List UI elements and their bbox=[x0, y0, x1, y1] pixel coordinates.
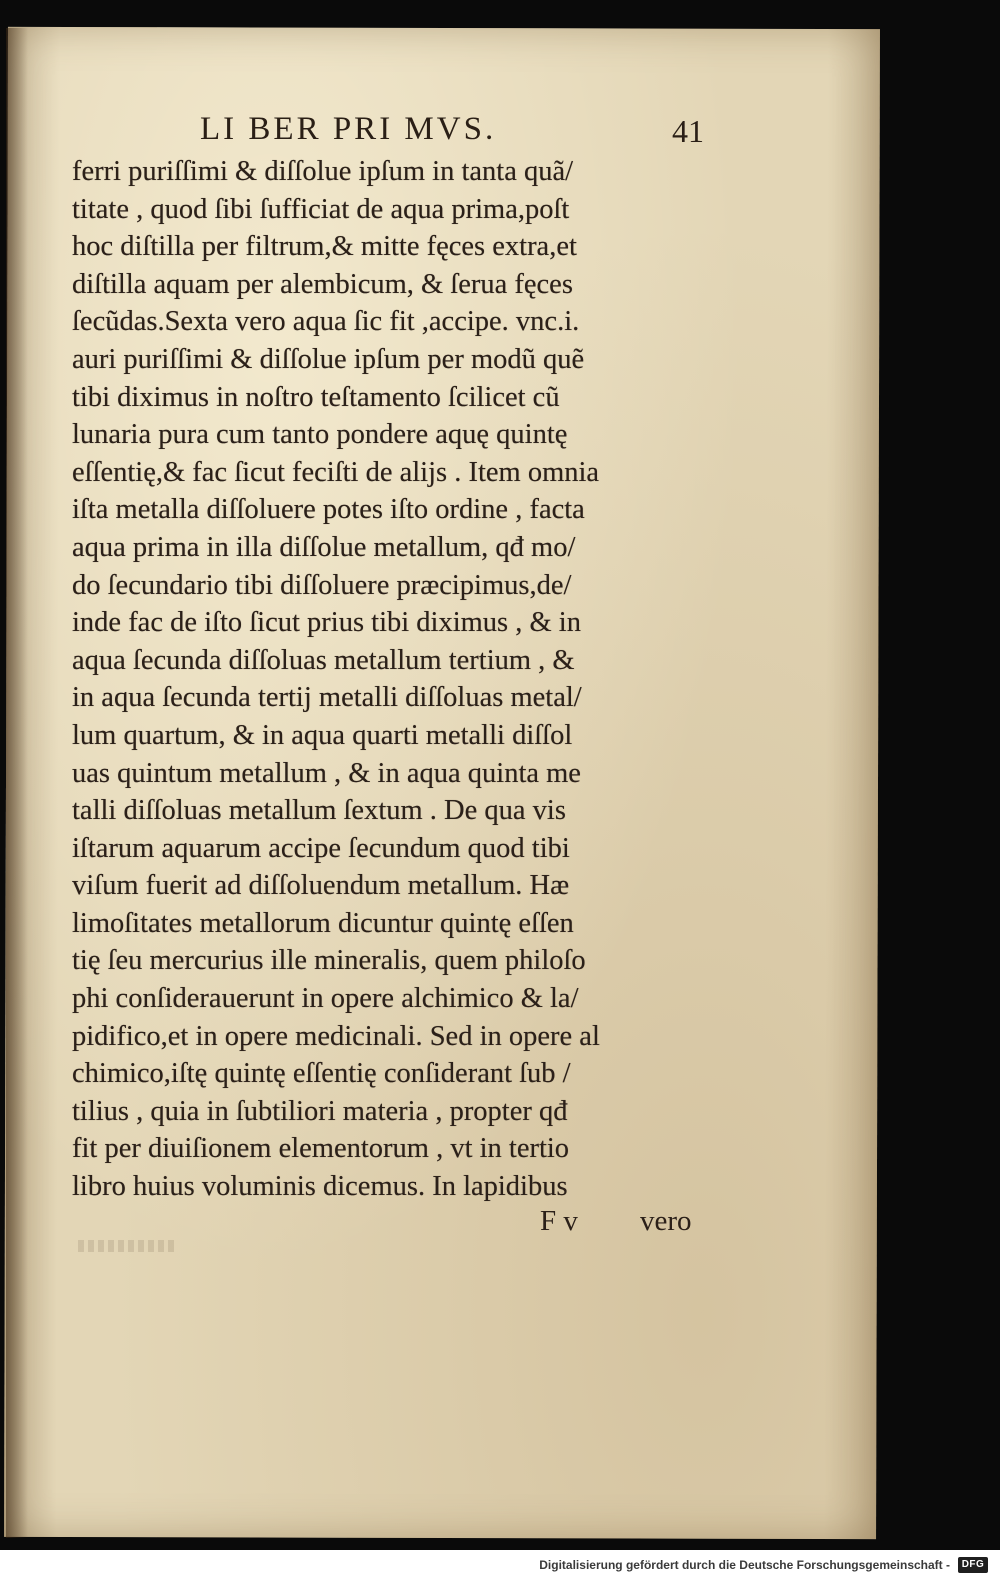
funding-credit: Digitalisierung gefördert durch die Deutsche Forschungsgemeinschaft - bbox=[539, 1558, 950, 1572]
text-line: hoc diſtilla per filtrum,& mitte fęces extra,et bbox=[72, 231, 577, 263]
text-line: iſtarum aquarum accipe ſecundum quod tibi bbox=[72, 832, 570, 864]
text-line: aqua ſecunda diſſoluas metallum tertium , & bbox=[72, 644, 575, 676]
text-line: iſta metalla diſſoluere potes iſto ordine , facta bbox=[72, 494, 585, 526]
text-line: tilius , quia in ſubtiliori materia , propter qđ bbox=[72, 1095, 568, 1127]
text-line: lum quartum, & in aqua quarti metalli diſſol bbox=[72, 719, 573, 751]
text-line: titate , quod ſibi ſufficiat de aqua prima,poſt bbox=[72, 193, 570, 225]
dfg-logo: DFG bbox=[958, 1557, 988, 1573]
text-line: in aqua ſecunda tertij metalli diſſoluas metal/ bbox=[72, 682, 582, 714]
text-line: ferri puriſſimi & diſſolue ipſum in tanta quã/ bbox=[72, 156, 574, 187]
text-line: phi conſiderauerunt in opere alchimico & la/ bbox=[72, 983, 579, 1015]
text-line: pidifico,et in opere medicinali. Sed in opere al bbox=[72, 1020, 600, 1052]
ink-bleed-mark bbox=[78, 1240, 178, 1252]
text-line: aqua prima in illa diſſolue metallum, qđ mo/ bbox=[72, 531, 576, 563]
gutter-shadow bbox=[6, 28, 28, 1538]
catchword: vero bbox=[640, 1205, 692, 1237]
text-line: tibi diximus in noſtro teſtamento ſcilicet cũ bbox=[72, 381, 560, 413]
text-line: ſecũdas.Sexta vero aqua ſic fit ,accipe. vnc.i. bbox=[72, 306, 580, 338]
text-line: chimico,iſtę quintę eſſentię conſiderant ſub / bbox=[72, 1058, 571, 1090]
text-line: eſſentię,& fac ſicut feciſti de alijs . Item omnia bbox=[72, 456, 600, 488]
text-line: do ſecundario tibi diſſoluere præcipimus,de/ bbox=[72, 569, 572, 601]
text-line: tię ſeu mercurius ille mineralis, quem philoſo bbox=[72, 945, 586, 977]
page-footer bbox=[0, 1205, 720, 1245]
text-line: lunaria pura cum tanto pondere aquę quintę bbox=[72, 419, 568, 451]
page-number: 41 bbox=[672, 113, 704, 149]
text-line: fit per diuiſionem elementorum , vt in tertio bbox=[72, 1133, 570, 1165]
text-line: libro huius voluminis dicemus. In lapidibus bbox=[72, 1171, 568, 1203]
text-line: diſtilla aquam per alembicum, & ſerua fęces bbox=[72, 268, 573, 300]
text-line: limoſitates metallorum dicuntur quintę eſſen bbox=[72, 907, 574, 939]
text-line: talli diſſoluas metallum ſextum . De qua vis bbox=[72, 795, 566, 827]
text-line: viſum fuerit ad diſſoluendum metallum. Hæ bbox=[72, 870, 570, 902]
signature-mark: F v bbox=[540, 1205, 578, 1237]
digitization-credit-bar bbox=[0, 1550, 1000, 1583]
text-line: uas quintum metallum , & in aqua quinta me bbox=[72, 757, 581, 789]
running-head: LI BER PRI MVS. bbox=[200, 111, 497, 147]
text-line: auri puriſſimi & diſſolue ipſum per modũ quẽ bbox=[72, 343, 585, 375]
body-text bbox=[72, 153, 722, 1206]
text-line: inde fac de iſto ſicut prius tibi diximus , & in bbox=[72, 607, 581, 639]
